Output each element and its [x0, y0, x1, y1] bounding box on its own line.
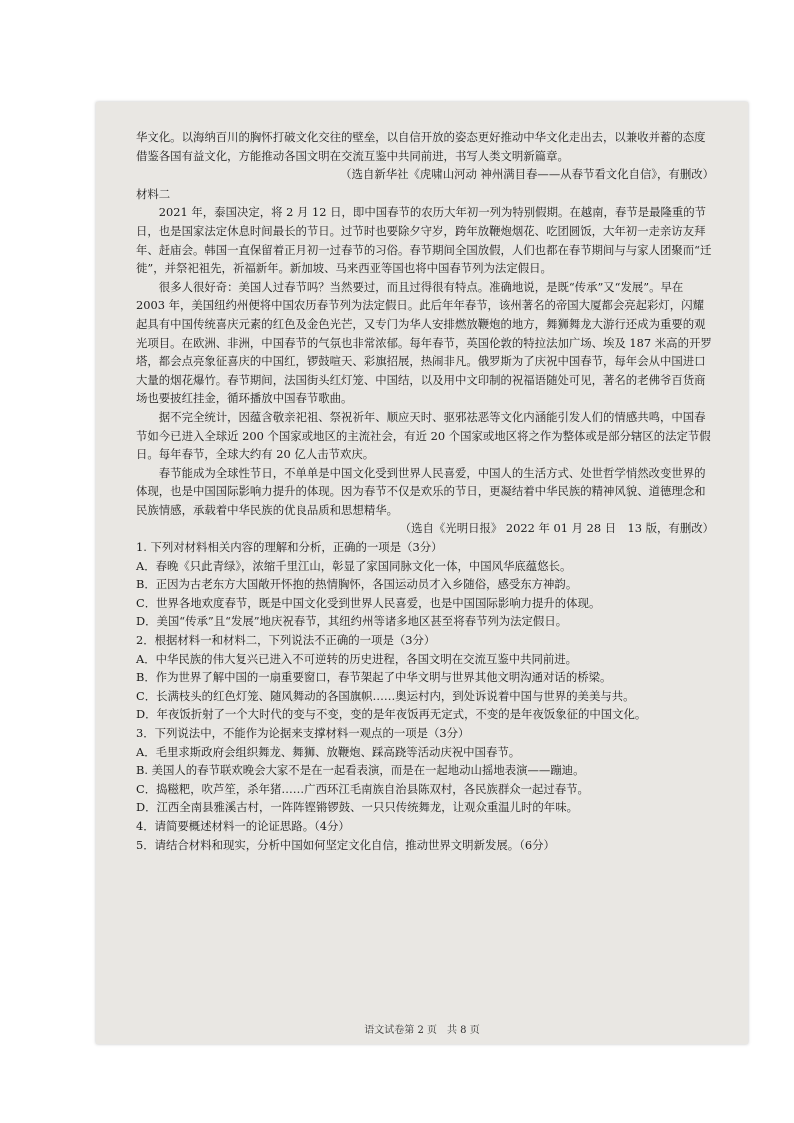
- exam-page: [96, 102, 748, 1044]
- question-option: D．美国“传承”且“发展”地庆祝春节，其纽约州等诸多地区甚至将春节列为法定假日。: [136, 614, 568, 629]
- question-option: C．长满枝头的红色灯笼、随风舞动的各国旗帜……奥运村内，到处诉说着中国与世界的美美与共。: [136, 688, 635, 703]
- question-option: B．作为世界了解中国的一扇重要窗口，春节架起了中华文明与世界其他文明沟通对话的桥梁。: [136, 670, 612, 685]
- question-option: D．江西全南县雅溪古村，一阵阵铿锵锣鼓、一只只传统舞龙，让观众重温儿时的年味。: [136, 800, 578, 815]
- question-stem: 5．请结合材料和现实，分析中国如何坚定文化自信，推动世界文明新发展。（6分）: [136, 837, 555, 852]
- paragraph: 很多人很好奇：美国人过春节吗？当然要过，而且过得很有特点。准确地说，是既“传承”又“发展”。早在 2003 年，美国纽约州便将中国农历春节列为法定假日。此后年年春节，该州著名的帝国大厦都会亮起彩灯，闪耀起具有中国传统喜庆元素的红色及金色光芒，又专门为华人安排燃放鞭炮的地方，舞狮舞龙大游行还成为重要的观光项目。在欧洲、非洲，中国春节的气氛也非常浓郁。每年春节，英国伦敦的特拉法加广场、埃及 187 米高的开罗塔，都会点亮象征喜庆的中国红，锣鼓喧天、彩旗招展，热闹非凡。俄罗斯为了庆祝中国春节，每年会从中国进口大量的烟花爆竹。春节期间，法国街头红灯笼、中国结，以及用中文印制的祝福语随处可见，著名的老佛爷百货商场也要披红挂金，循环播放中国春节歌曲。: [136, 279, 712, 406]
- question-option: D．年夜饭折射了一个大时代的变与不变，变的是年夜饭再无定式，不变的是年夜饭象征的中国文化。: [136, 707, 647, 722]
- paragraph: 2021 年，泰国决定，将 2 月 12 日，即中国春节的农历大年初一列为特别假期。在越南，春节是最隆重的节日，也是国家法定休息时间最长的节日。过节时也要除夕守岁，跨年放鞭炮烟花、吃团圆饭，大年初一走亲访友拜年、赶庙会。韩国一直保留着正月初一过春节的习俗。春节期间全国放假，人们也都在春节期间与与家人团聚而“迁徙”，并祭祀祖先，祈福新年。新加坡、马来西亚等国也将中国春节列为法定假日。: [136, 205, 712, 276]
- source-citation-2: （选自《光明日报》 2022 年 01 月 28 日 13 版，有删改）: [399, 521, 714, 536]
- question-option: B. 美国人的春节联欢晚会大家不是在一起看表演，而是在一起地动山摇地表演——蹦迪。: [136, 763, 585, 778]
- question-1: [136, 538, 714, 631]
- question-option: C．世界各地欢度春节，既是中国文化受到世界人民喜爱，也是中国国际影响力提升的体现。: [136, 595, 601, 610]
- page-content: [136, 128, 714, 854]
- question-stem: 3．下列说法中，不能作为论据来支撑材料一观点的一项是（3分）: [136, 726, 470, 740]
- question-option: B．正因为古老东方大国敞开怀抱的热情胸怀，各国运动员才入乡随俗，感受东方神韵。: [136, 577, 578, 592]
- question-3: [136, 724, 714, 817]
- question-5: [136, 836, 714, 855]
- question-stem: 4．请简要概述材料一的论证思路。（4分）: [136, 818, 350, 833]
- material-2-title: 材料二: [136, 186, 171, 201]
- question-4: [136, 817, 714, 836]
- question-option: A．中华民族的伟大复兴已进入不可逆转的历史进程，各国文明在交流互鉴中共同前进。: [136, 651, 578, 666]
- question-option: C．捣糍粑，吹芦笙，杀年猪……广西环江毛南族自治县陈双村，各民族群众一起过春节。: [136, 781, 589, 796]
- paragraph: 据不完全统计，因蕴含敬亲祀祖、祭祝祈年、顺应天时、驱邪祛恶等文化内涵能引发人们的情感共鸣，中国春节如今已进入全球近 200 个国家或地区的主流社会，有近 20 个国家或地区将之作为整体或是部分辖区的法定节假日。每年春节，全球大约有 20 亿人击节欢庆。: [136, 409, 711, 462]
- question-2: [136, 631, 714, 724]
- question-option: A．春晚《只此青绿》，浓缩千里江山，彰显了家国同脉文化一体，中国风华底蕴悠长。: [136, 558, 572, 573]
- source-citation-1: （选自新华社《虎啸山河动 神州满目春——从春节看文化自信》，有删改）: [340, 167, 714, 182]
- question-stem: 1. 下列对材料相关内容的理解和分析，正确的一项是（3分）: [136, 540, 443, 555]
- paragraph: 春节能成为全球性节日，不单单是中国文化受到世界人民喜爱，中国人的生活方式、处世哲学悄然改变世界的体现，也是中国国际影响力提升的体现。因为春节不仅是欢乐的节日，更凝结着中华民族的精神风貌、道德理念和民族情感，承载着中华民族的优良品质和思想精华。: [136, 465, 706, 517]
- page-footer: 语文试卷第 2 页 共 8 页: [364, 1025, 480, 1036]
- intro-paragraph: 华文化。以海纳百川的胸怀打破文化交往的壁垒，以自信开放的姿态更好推动中华文化走出去，以兼收并蓄的态度借鉴各国有益文化，方能推动各国文明在交流互鉴中共同前进，书写人类文明新篇章。: [136, 130, 706, 163]
- question-stem: 2．根据材料一和材料二，下列说法不正确的一项是（3分）: [136, 633, 436, 648]
- question-option: A．毛里求斯政府会组织舞龙、舞狮、放鞭炮、踩高跷等活动庆祝中国春节。: [136, 744, 521, 759]
